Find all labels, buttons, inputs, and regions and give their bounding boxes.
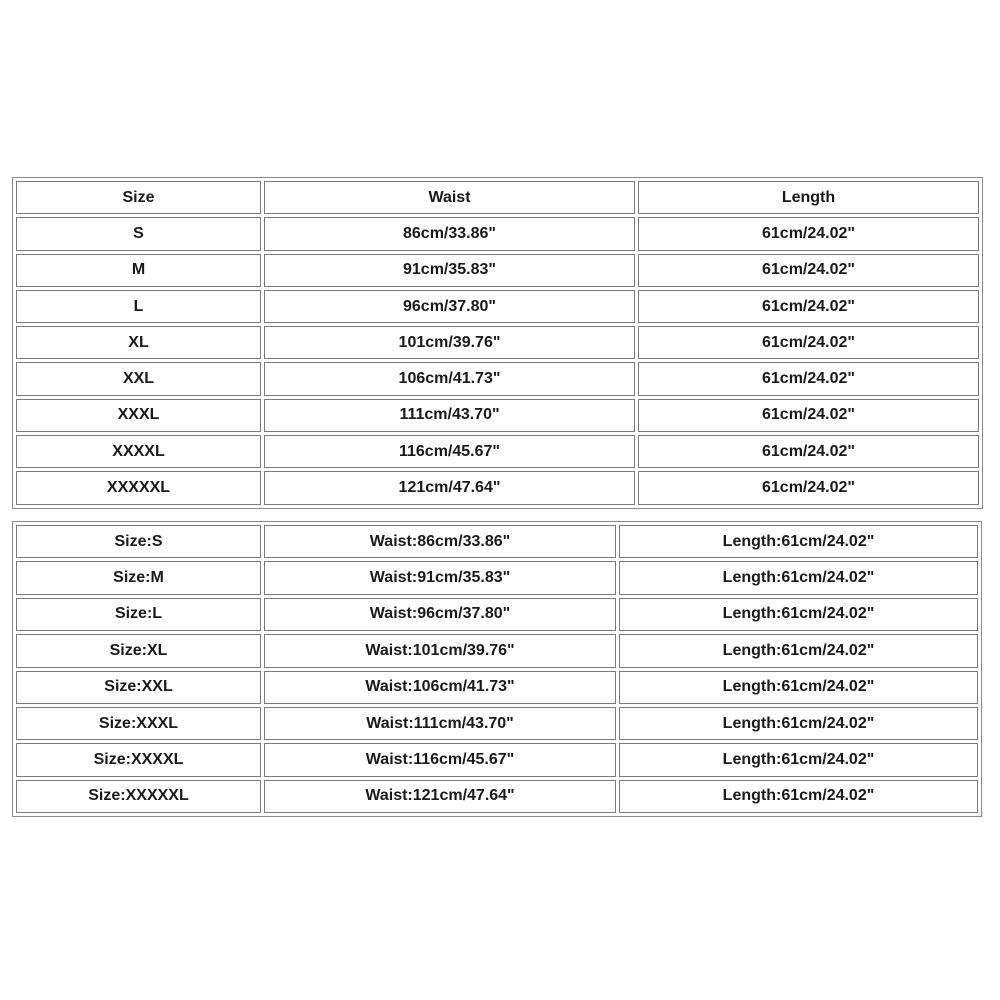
size-cell: Size:XXXXXL [16, 780, 261, 813]
size-cell: M [16, 254, 261, 287]
size-chart-labeled-table [12, 521, 982, 817]
size-cell: XXXL [16, 399, 261, 432]
waist-cell: Waist:106cm/41.73" [264, 671, 616, 704]
header-size: Size [16, 181, 261, 214]
table-row [16, 525, 978, 558]
waist-cell: 121cm/47.64" [264, 471, 635, 504]
waist-cell: 96cm/37.80" [264, 290, 635, 323]
length-cell: 61cm/24.02" [638, 290, 979, 323]
length-cell: Length:61cm/24.02" [619, 743, 978, 776]
length-cell: Length:61cm/24.02" [619, 707, 978, 740]
table-row [16, 217, 979, 250]
size-cell: Size:S [16, 525, 261, 558]
waist-cell: Waist:101cm/39.76" [264, 634, 616, 667]
length-cell: Length:61cm/24.02" [619, 598, 978, 631]
waist-cell: 86cm/33.86" [264, 217, 635, 250]
length-cell: 61cm/24.02" [638, 362, 979, 395]
length-cell: 61cm/24.02" [638, 399, 979, 432]
waist-cell: Waist:86cm/33.86" [264, 525, 616, 558]
table-row [16, 707, 978, 740]
length-cell: 61cm/24.02" [638, 254, 979, 287]
size-cell: XL [16, 326, 261, 359]
size-cell: Size:XXXL [16, 707, 261, 740]
size-cell: XXL [16, 362, 261, 395]
waist-cell: Waist:121cm/47.64" [264, 780, 616, 813]
length-cell: Length:61cm/24.02" [619, 671, 978, 704]
length-cell: 61cm/24.02" [638, 217, 979, 250]
waist-cell: Waist:111cm/43.70" [264, 707, 616, 740]
length-cell: Length:61cm/24.02" [619, 561, 978, 594]
waist-cell: Waist:96cm/37.80" [264, 598, 616, 631]
table-row [16, 743, 978, 776]
length-cell: Length:61cm/24.02" [619, 525, 978, 558]
waist-cell: Waist:116cm/45.67" [264, 743, 616, 776]
size-cell: L [16, 290, 261, 323]
table-row [16, 561, 978, 594]
size-cell: Size:L [16, 598, 261, 631]
header-length: Length [638, 181, 979, 214]
size-cell: Size:XXL [16, 671, 261, 704]
table-row [16, 780, 978, 813]
table-row [16, 634, 978, 667]
table-row [16, 671, 978, 704]
table-header-row [16, 181, 979, 214]
table-row [16, 399, 979, 432]
table-row [16, 254, 979, 287]
size-chart-table [12, 177, 983, 509]
length-cell: 61cm/24.02" [638, 326, 979, 359]
table-row [16, 598, 978, 631]
table-row [16, 290, 979, 323]
waist-cell: 91cm/35.83" [264, 254, 635, 287]
length-cell: 61cm/24.02" [638, 471, 979, 504]
table-row [16, 362, 979, 395]
size-cell: S [16, 217, 261, 250]
size-cell: Size:XL [16, 634, 261, 667]
size-cell: Size:M [16, 561, 261, 594]
waist-cell: 106cm/41.73" [264, 362, 635, 395]
waist-cell: Waist:91cm/35.83" [264, 561, 616, 594]
table-row [16, 471, 979, 504]
length-cell: 61cm/24.02" [638, 435, 979, 468]
size-cell: XXXXL [16, 435, 261, 468]
table-row [16, 326, 979, 359]
waist-cell: 101cm/39.76" [264, 326, 635, 359]
length-cell: Length:61cm/24.02" [619, 780, 978, 813]
size-cell: Size:XXXXL [16, 743, 261, 776]
table-row [16, 435, 979, 468]
size-cell: XXXXXL [16, 471, 261, 504]
waist-cell: 116cm/45.67" [264, 435, 635, 468]
length-cell: Length:61cm/24.02" [619, 634, 978, 667]
header-waist: Waist [264, 181, 635, 214]
waist-cell: 111cm/43.70" [264, 399, 635, 432]
